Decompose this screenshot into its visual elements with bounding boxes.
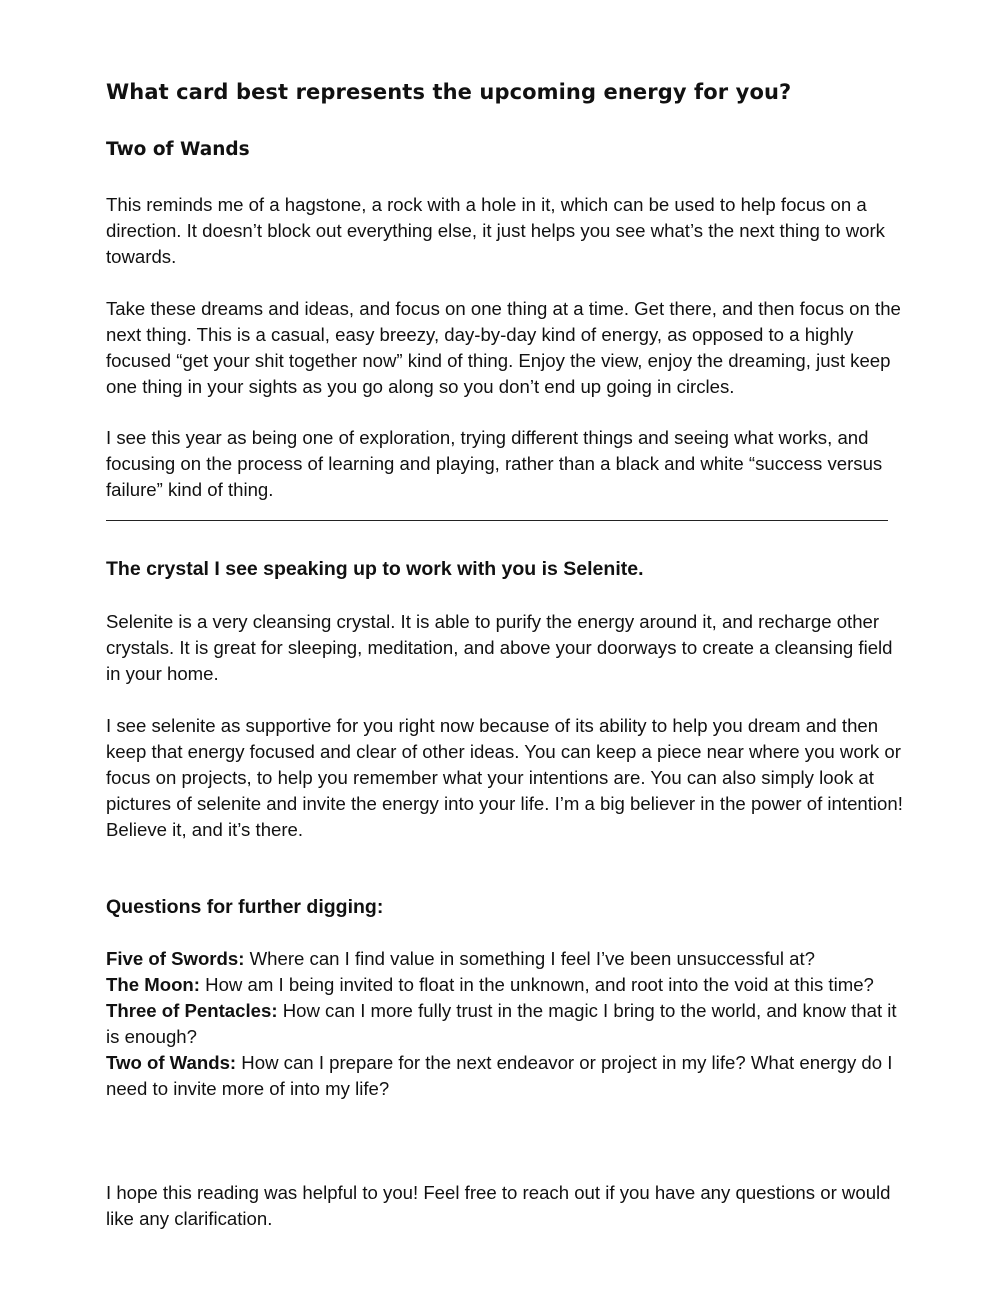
question-item (106, 972, 906, 998)
question-item (106, 1050, 906, 1102)
question-text: How am I being invited to float in the unknown, and root into the void at this time? (199, 974, 874, 995)
crystal-paragraph-2: I see selenite as supportive for you right now because of its ability to help you dream and then keep that energy focused and clear of other ideas. You can keep a piece near where you work or focus on projects, to help you remember what your intentions are. You can also simply look at pictures of selenite and invite the energy into your life. I’m a big believer in the power of intention! Believe it, and it’s there. (106, 715, 903, 840)
question-card-label: Three of Pentacles: (106, 1000, 278, 1021)
card-paragraph-2: Take these dreams and ideas, and focus on one thing at a time. Get there, and then focus on the next thing. This is a casual, easy breezy, day-by-day kind of energy, as opposed to a highly focused “get your shit together now” kind of thing. Enjoy the view, enjoy the dreaming, just keep one thing in your sights as you go along so you don’t end up going in circles. (106, 298, 901, 397)
crystal-paragraph-1: Selenite is a very cleansing crystal. It is able to purify the energy around it, and recharge other crystals. It is great for sleeping, meditation, and above your doorways to create a cleansing field in your home. (106, 611, 893, 684)
questions-list (106, 946, 906, 1102)
question-heading: What card best represents the upcoming energy for you? (106, 80, 792, 104)
closing-paragraph: I hope this reading was helpful to you! Feel free to reach out if you have any questions or would like any clarification. (106, 1182, 891, 1229)
crystal-heading: The crystal I see speaking up to work with you is Selenite. (106, 558, 644, 580)
card-paragraph-1: This reminds me of a hagstone, a rock with a hole in it, which can be used to help focus on a direction. It doesn’t block out everything else, it just helps you see what’s the next thing to work towards. (106, 194, 885, 267)
question-text: How can I prepare for the next endeavor or project in my life? What energy do I need to invite more of into my life? (106, 1052, 893, 1099)
card-paragraph-3: I see this year as being one of exploration, trying different things and seeing what works, and focusing on the process of learning and playing, rather than a black and white “success versus failure” kind of thing. (106, 427, 883, 500)
question-item (106, 998, 906, 1050)
question-item (106, 946, 906, 972)
question-card-label: Two of Wands: (106, 1052, 237, 1073)
question-card-label: The Moon: (106, 974, 200, 995)
card-name-heading: Two of Wands (106, 139, 250, 160)
section-divider (106, 520, 888, 521)
questions-heading: Questions for further digging: (106, 896, 384, 918)
question-card-label: Five of Swords: (106, 948, 245, 969)
question-text: How can I more fully trust in the magic I bring to the world, and know that it is enough? (106, 1000, 897, 1047)
question-text: Where can I find value in something I feel I’ve been unsuccessful at? (244, 948, 815, 969)
